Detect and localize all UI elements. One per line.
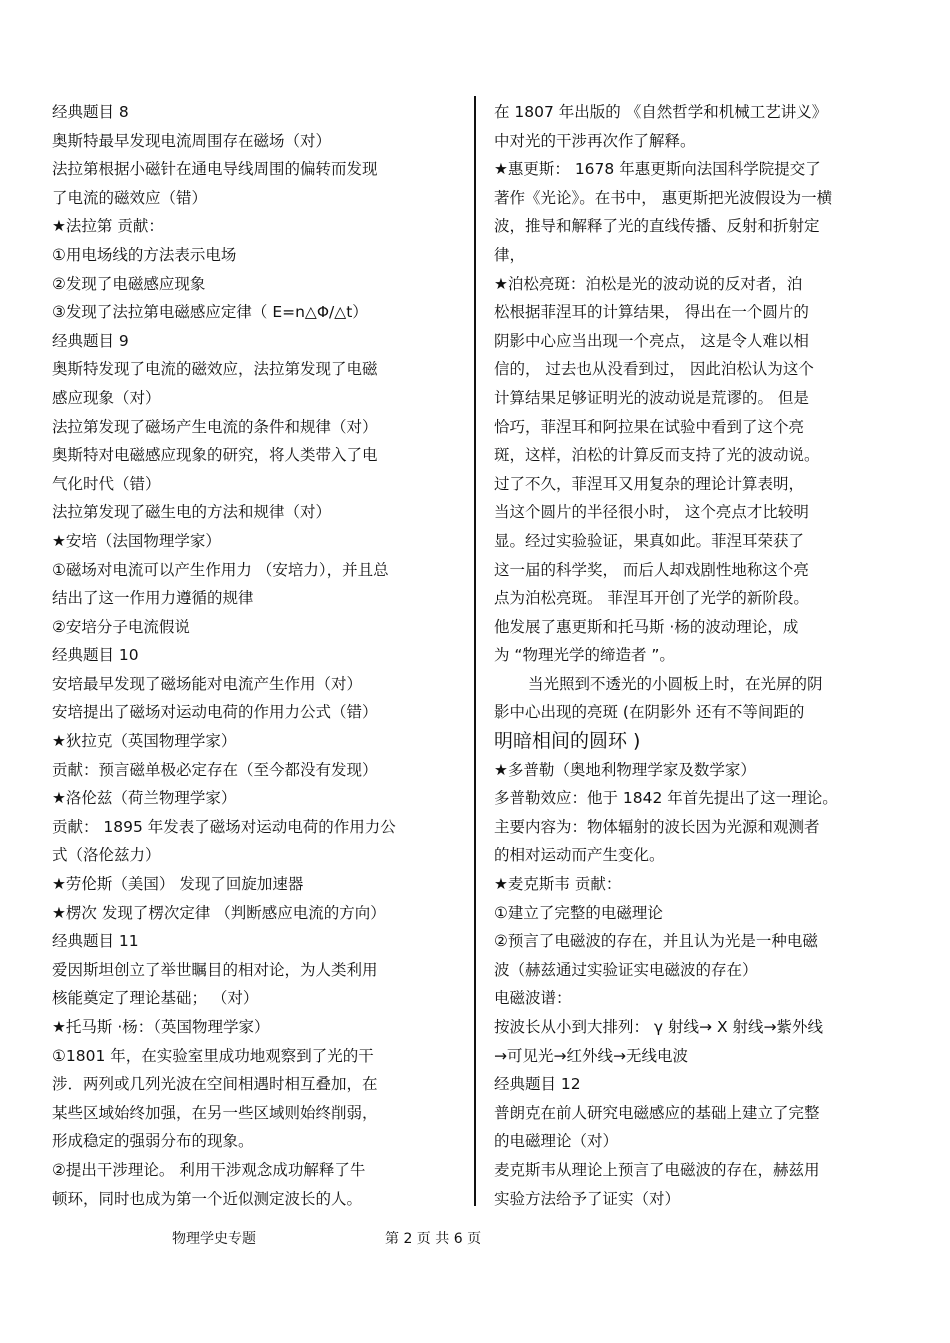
text-line: ②提出干涉理论。 利用干涉观念成功解释了牛: [52, 1160, 366, 1179]
text-line: ①用电场线的方法表示电场: [52, 245, 237, 264]
text-line: 奥斯特最早发现电流周围存在磁场（对）: [52, 131, 332, 150]
text-line: 律，: [494, 245, 526, 264]
text-line: 波（赫兹通过实验证实电磁波的存在）: [494, 960, 758, 979]
text-line: 阴影中心应当出现一个亮点， 这是令人难以相: [494, 331, 809, 350]
text-line: 涉．两列或几列光波在空间相遇时相互叠加，在: [52, 1075, 378, 1094]
text-line: 计算结果足够证明光的波动说是荒谬的。 但是: [494, 388, 809, 407]
text-line: 显。经过实验验证，果真如此。菲涅耳荣获了: [494, 531, 805, 550]
text-line: ②发现了电磁感应现象: [52, 274, 206, 293]
text-line: 点为泊松亮斑。 菲涅耳开创了光学的新阶段。: [494, 589, 809, 608]
text-line: 他发展了惠更斯和托马斯 ·杨的波动理论，成: [494, 617, 799, 636]
footer-page-info: 第 2 页 共 6 页: [385, 1231, 482, 1247]
text-line: ★泊松亮斑：泊松是光的波动说的反对者，泊: [494, 274, 803, 293]
text-line: 气化时代（错）: [52, 474, 161, 493]
text-line: 多普勒效应：他于 1842 年首先提出了这一理论。: [494, 789, 838, 808]
text-line: 为 “物理光学的缔造者 ”。: [494, 646, 675, 665]
text-line: 爱因斯坦创立了举世瞩目的相对论，为人类利用: [52, 960, 378, 979]
text-line: ★法拉第 贡献：: [52, 217, 164, 236]
text-line: 法拉第根据小磁针在通电导线周围的偏转而发现: [52, 160, 378, 179]
text-line: 中对光的干涉再次作了解释。: [494, 131, 696, 150]
text-line: 式（洛伦兹力）: [52, 846, 161, 865]
text-line: 某些区域始终加强，在另一些区域则始终削弱，: [52, 1103, 378, 1122]
left-column: [52, 98, 462, 1213]
text-line: 法拉第发现了磁场产生电流的条件和规律（对）: [52, 417, 378, 436]
text-line: 著作《光论》。在书中， 惠更斯把光波假设为一横: [494, 188, 833, 207]
text-line: 经典题目 9: [52, 331, 129, 350]
text-line: 经典题目 10: [52, 646, 139, 665]
text-line: ①磁场对电流可以产生作用力 （安培力），并且总: [52, 560, 389, 579]
text-line: 实验方法给予了证实（对）: [494, 1189, 681, 1208]
footer-title: 物理学史专题: [172, 1231, 256, 1247]
text-line: 顿环，同时也成为第一个近似测定波长的人。: [52, 1189, 363, 1208]
text-line: ★惠更斯： 1678 年惠更斯向法国科学院提交了: [494, 160, 821, 179]
text-line: 松根据菲涅耳的计算结果， 得出在一个圆片的: [494, 303, 809, 322]
text-line: ★洛伦兹（荷兰物理学家）: [52, 789, 237, 808]
text-line: 恰巧，菲涅耳和阿拉果在试验中看到了这个亮: [494, 417, 805, 436]
text-line: 结出了这一作用力遵循的规律: [52, 589, 254, 608]
text-line: ①建立了完整的电磁理论: [494, 903, 663, 922]
text-line: 了电流的磁效应（错）: [52, 188, 208, 207]
text-line: ★托马斯 ·杨：（英国物理学家）: [52, 1018, 270, 1036]
text-line: ③发现了法拉第电磁感应定律（ E=n△Φ/△t）: [52, 303, 368, 322]
text-line: 贡献：预言磁单极必定存在（至今都没有发现）: [52, 760, 378, 779]
text-line: 电磁波谱：: [494, 989, 572, 1008]
text-line: ★安培（法国物理学家）: [52, 531, 221, 550]
text-line: ★多普勒（奥地利物理学家及数学家）: [494, 760, 756, 779]
text-line: 法拉第发现了磁生电的方法和规律（对）: [52, 503, 332, 522]
text-line: 感应现象（对）: [52, 388, 161, 407]
text-line: 麦克斯韦从理论上预言了电磁波的存在，赫兹用: [494, 1160, 820, 1179]
text-line: 在 1807 年出版的 《自然哲学和机械工艺讲义》: [494, 103, 828, 121]
text-line: 的相对运动而产生变化。: [494, 846, 665, 865]
text-line: 信的， 过去也从没看到过， 因此泊松认为这个: [494, 360, 814, 379]
text-line: 当这个圆片的半径很小时， 这个亮点才比较明: [494, 503, 809, 522]
text-line: 按波长从小到大排列： γ 射线→ X 射线→紫外线: [494, 1018, 823, 1036]
text-line: 当光照到不透光的小圆板上时，在光屏的阴: [528, 674, 823, 693]
text-line: 主要内容为：物体辐射的波长因为光源和观测者: [494, 817, 820, 836]
text-line: ②预言了电磁波的存在，并且认为光是一种电磁: [494, 932, 818, 951]
text-line: 普朗克在前人研究电磁感应的基础上建立了完整: [494, 1103, 820, 1122]
text-line: 奥斯特发现了电流的磁效应，法拉第发现了电磁: [52, 360, 378, 379]
text-line: ★狄拉克（英国物理学家）: [52, 732, 237, 751]
text-line: 安培提出了磁场对运动电荷的作用力公式（错）: [52, 703, 378, 722]
text-line: 的电磁理论（对）: [494, 1132, 619, 1151]
text-line: ★劳伦斯（美国） 发现了回旋加速器: [52, 875, 304, 894]
text-line: 斑，这样，泊松的计算反而支持了光的波动说。: [494, 446, 820, 465]
text-line: 经典题目 12: [494, 1075, 581, 1094]
text-line: ②安培分子电流假说: [52, 617, 190, 636]
column-divider: [474, 96, 476, 1206]
text-line: 经典题目 11: [52, 932, 139, 951]
text-line: 过了不久，菲涅耳又用复杂的理论计算表明，: [494, 474, 805, 493]
text-line: 奥斯特对电磁感应现象的研究，将人类带入了电: [52, 446, 378, 465]
text-line: ★楞次 发现了楞次定律 （判断感应电流的方向）: [52, 903, 386, 922]
text-line: 波，推导和解释了光的直线传播、反射和折射定: [494, 217, 820, 236]
text-line: 经典题目 8: [52, 103, 129, 121]
text-line: 安培最早发现了磁场能对电流产生作用（对）: [52, 674, 363, 693]
text-line: ★麦克斯韦 贡献：: [494, 875, 622, 894]
text-line: 贡献： 1895 年发表了磁场对运动电荷的作用力公: [52, 817, 396, 836]
text-line: 影中心出现的亮斑 (在阴影外 还有不等间距的: [494, 703, 805, 722]
text-line: ①1801 年，在实验室里成功地观察到了光的干: [52, 1046, 374, 1065]
right-column: [494, 98, 914, 1213]
text-line: 这一届的科学奖， 而后人却戏剧性地称这个亮: [494, 560, 809, 579]
text-line: 核能奠定了理论基础； （对）: [52, 989, 259, 1008]
text-line: 明暗相间的圆环 ): [494, 730, 641, 753]
text-line: →可见光→红外线→无线电波: [494, 1046, 688, 1065]
text-line: 形成稳定的强弱分布的现象。: [52, 1132, 254, 1151]
